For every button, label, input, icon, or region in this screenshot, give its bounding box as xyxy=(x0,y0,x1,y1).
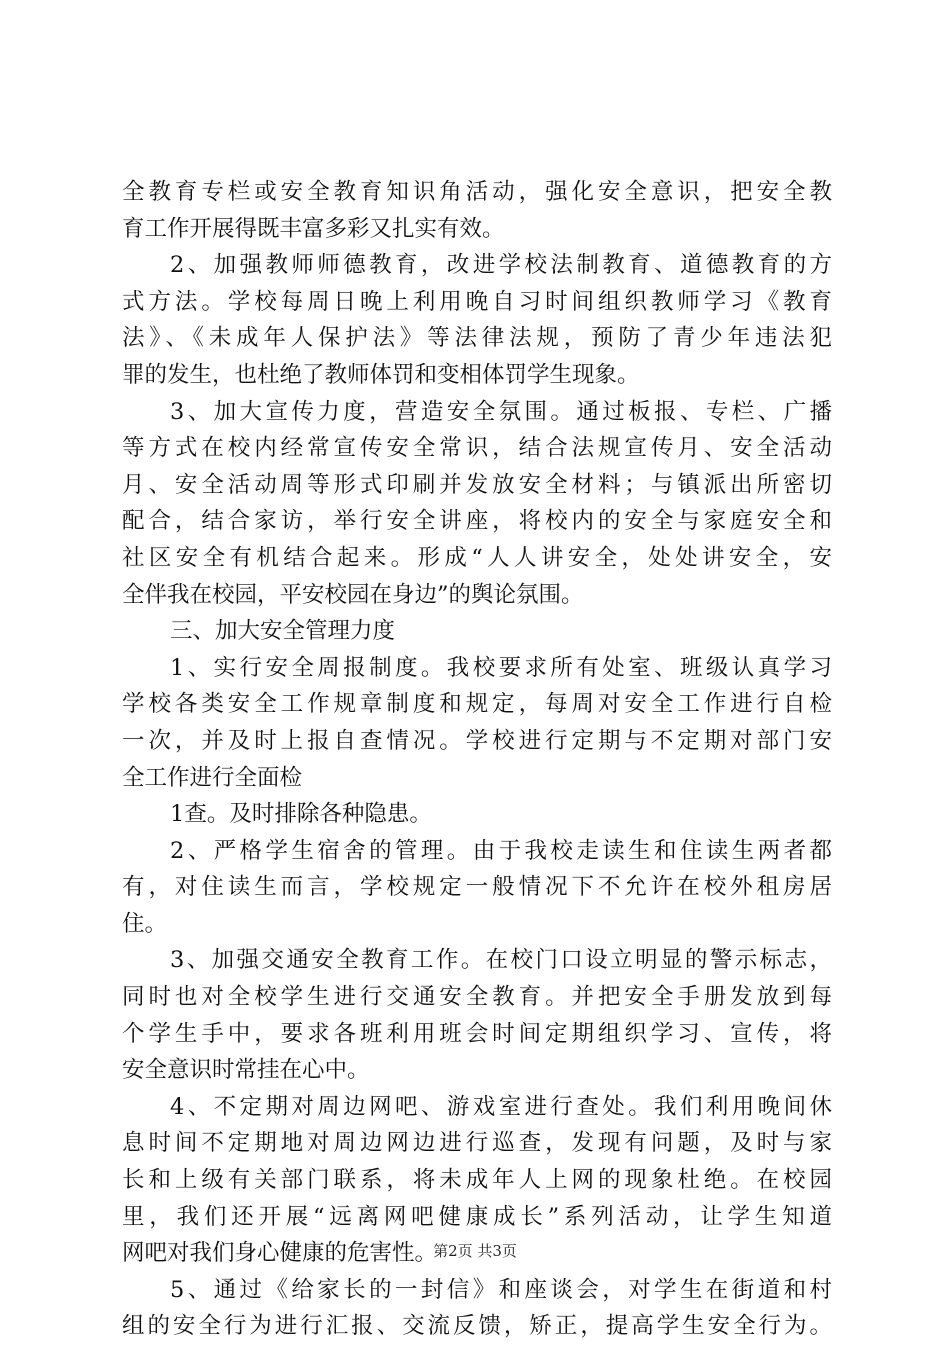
text-line: 网吧对我们身心健康的危害性。 xyxy=(122,1240,438,1267)
text-line: 全教育专栏或安全教育知识角活动，强化安全意识，把安全教 xyxy=(122,179,832,205)
text-line: 全伴我在校园，平安校园在身边”的舆论氛围。 xyxy=(122,581,584,608)
text-line: 3、加大宣传力度，营造安全氛围。通过板报、专栏、广播 xyxy=(170,398,832,425)
text-line: 一次，并及时上报自查情况。学校进行定期与不定期对部门安 xyxy=(122,727,832,754)
text-line: 同时也对全校学生进行交通安全教育。并把安全手册发放到每 xyxy=(122,984,832,1011)
text-line: 式方法。学校每周日晚上利用晚自习时间组织教师学习《教育 xyxy=(122,288,832,315)
text-line: 3、加强交通安全教育工作。在校门口设立明显的警示标志， xyxy=(170,947,832,974)
page-number-footer: 第2页 共3页 xyxy=(433,1242,517,1260)
text-line: 5、通过《给家长的一封信》和座谈会，对学生在街道和村 xyxy=(170,1276,832,1303)
text-line: 组的安全行为进行汇报、交流反馈，矫正，提高学生安全行为。 xyxy=(122,1313,832,1340)
text-line: 1查。及时排除各种隐患。 xyxy=(170,801,432,828)
text-line: 配合，结合家访，举行安全讲座，将校内的安全与家庭安全和 xyxy=(122,508,832,535)
text-line: 息时间不定期地对周边网边进行巡查，发现有问题，及时与家 xyxy=(122,1130,832,1157)
body-text xyxy=(122,174,832,1345)
text-line: 等方式在校内经常宣传安全常识，结合法规宣传月、安全活动 xyxy=(122,435,832,462)
text-line: 安全意识时常挂在心中。 xyxy=(122,1057,370,1084)
text-line: 住。 xyxy=(122,910,168,937)
text-line: 长和上级有关部门联系，将未成年人上网的现象杜绝。在校园 xyxy=(122,1167,832,1194)
text-line: 法》、《未成年人保护法》等法律法规，预防了青少年违法犯 xyxy=(122,325,832,352)
text-line: 2、严格学生宿舍的管理。由于我校走读生和住读生两者都 xyxy=(170,837,832,864)
text-line: 4、不定期对周边网吧、游戏室进行查处。我们利用晚间休 xyxy=(170,1093,832,1120)
text-line: 有，对住读生而言，学校规定一般情况下不允许在校外租房居 xyxy=(122,874,832,901)
text-line: 全工作进行全面检 xyxy=(122,764,303,791)
text-line: 学校各类安全工作规章制度和规定，每周对安全工作进行自检 xyxy=(122,691,832,718)
text-line: 育工作开展得既丰富多彩又扎实有效。 xyxy=(122,215,505,242)
text-line: 月、安全活动周等形式印刷并发放安全材料；与镇派出所密切 xyxy=(122,471,832,498)
text-line: 社区安全有机结合起来。形成“人人讲安全，处处讲安全，安 xyxy=(122,544,832,571)
text-line: 1、实行安全周报制度。我校要求所有处室、班级认真学习 xyxy=(170,654,832,681)
text-line: 个学生手中，要求各班利用班会时间定期组织学习、宣传，将 xyxy=(122,1020,832,1047)
text-line: 三、加大安全管理力度 xyxy=(170,618,396,645)
text-line: 里，我们还开展“远离网吧健康成长”系列活动，让学生知道 xyxy=(122,1203,832,1230)
text-line: 2、加强教师师德教育，改进学校法制教育、道德教育的方 xyxy=(170,252,832,279)
text-line: 罪的发生，也杜绝了教师体罚和变相体罚学生现象。 xyxy=(122,361,640,388)
